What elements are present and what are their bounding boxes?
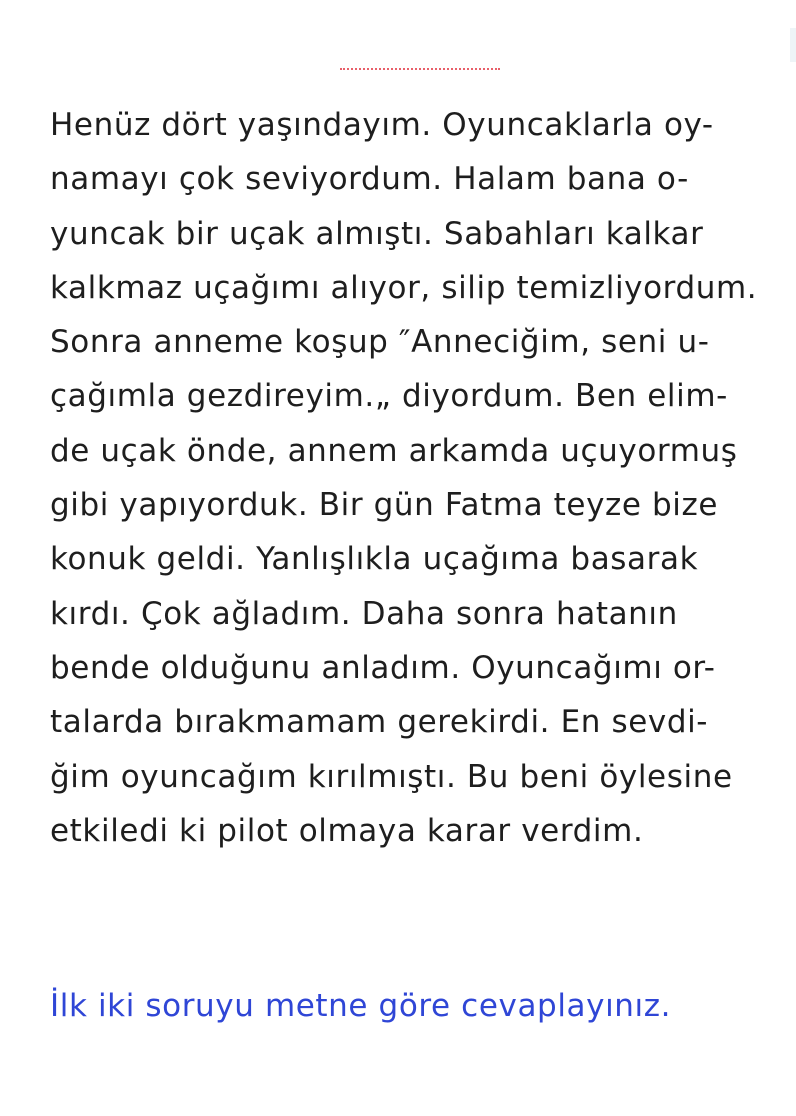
story-line: talarda bırakmamam gerekirdi. En sevdi- (50, 704, 709, 741)
story-line: yuncak bir uçak almıştı. Sabahları kalkar (50, 215, 704, 252)
story-line: bende olduğunu anladım. Oyuncağımı or- (50, 649, 716, 686)
dotted-divider (340, 68, 500, 70)
story-line: namayı çok seviyordum. Halam bana o- (50, 161, 689, 198)
story-line: çağımla gezdireyim.„ diyordum. Ben elim- (50, 378, 728, 415)
story-paragraph (50, 98, 790, 858)
story-line: de uçak önde, annem arkamda uçuyormuş (50, 432, 738, 469)
story-line: kalkmaz uçağımı alıyor, silip temizliyordum. (50, 269, 758, 306)
story-line: konuk geldi. Yanlışlıkla uçağıma basarak (50, 541, 699, 578)
question-instruction: İlk iki soruyu metne göre cevaplayınız. (50, 988, 672, 1024)
story-line: kırdı. Çok ağladım. Daha sonra hatanın (50, 595, 678, 632)
story-line: Henüz dört yaşındayım. Oyuncaklarla oy- (50, 107, 714, 143)
page-edge-mark (790, 28, 796, 62)
story-line: Sonra anneme koşup ″Anneciğim, seni u- (50, 324, 710, 361)
story-line: ğim oyuncağım kırılmıştı. Bu beni öylesine (50, 758, 733, 795)
story-line: gibi yapıyorduk. Bir gün Fatma teyze bize (50, 487, 719, 524)
story-line: etkiledi ki pilot olmaya karar verdim. (50, 812, 644, 849)
